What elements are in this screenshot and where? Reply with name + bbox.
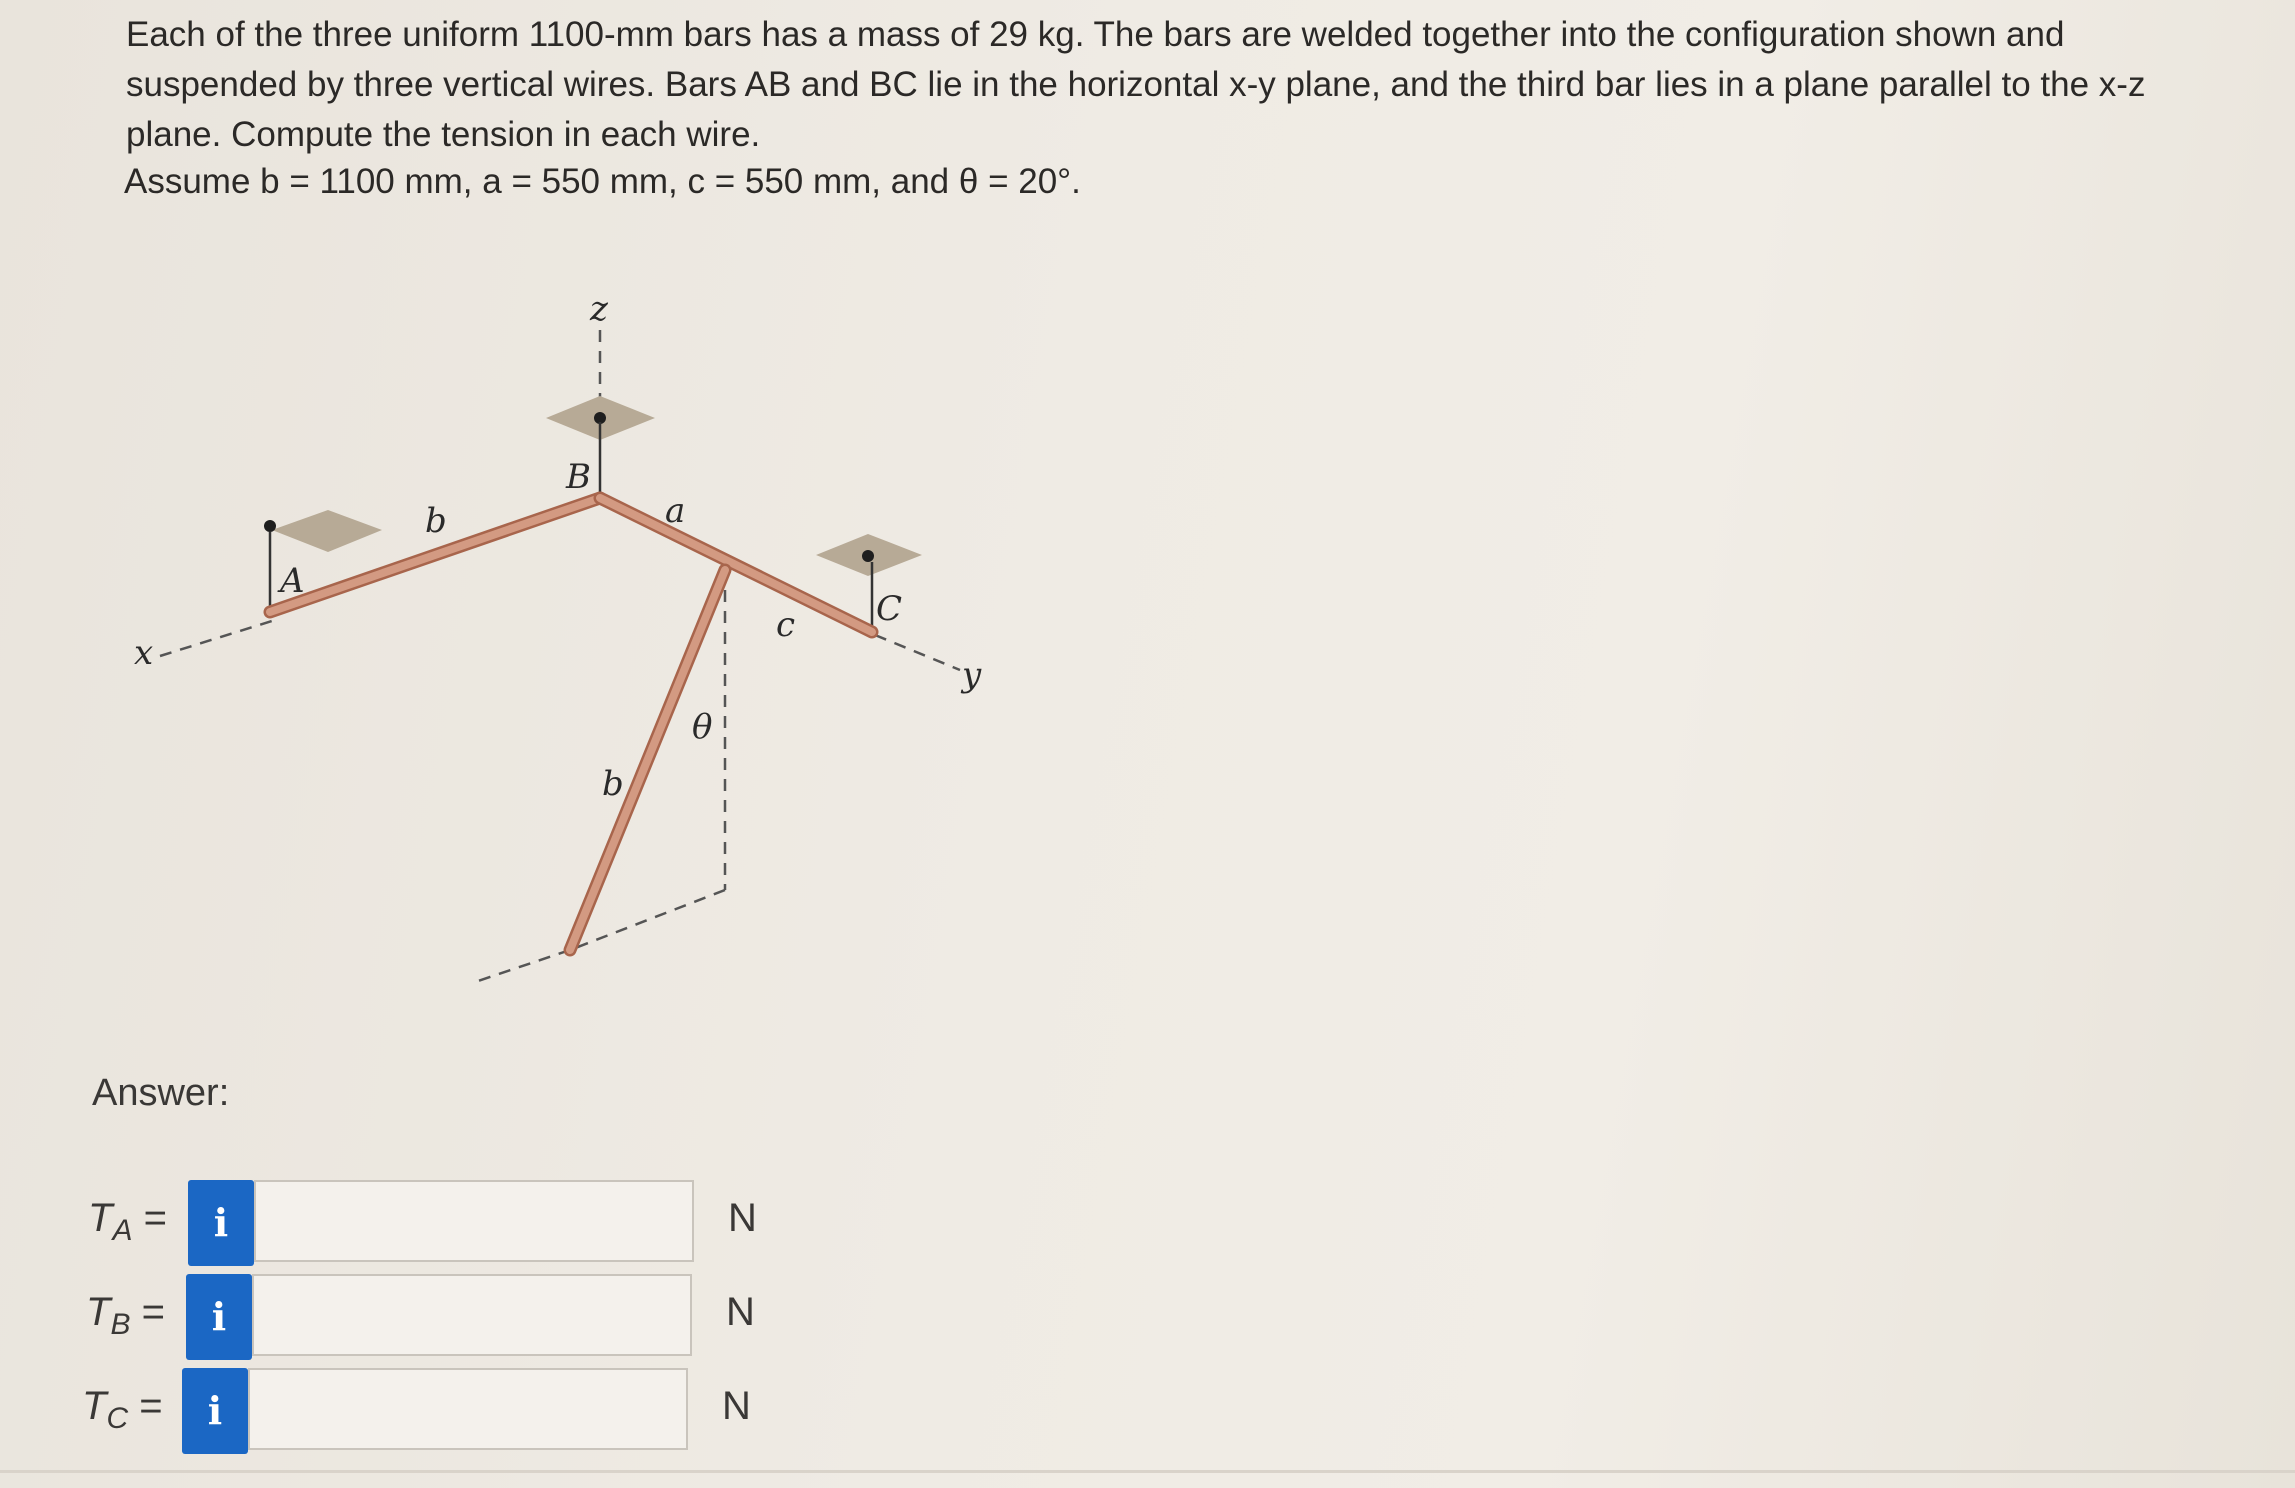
angle-label-theta: θ: [692, 707, 713, 747]
info-button-ta[interactable]: i: [188, 1180, 254, 1266]
bars: [270, 498, 872, 950]
answer-row-tb: [86, 1274, 786, 1364]
page-bottom-divider: [0, 1470, 2295, 1473]
dimension-label-b-top: b: [425, 501, 447, 541]
tension-c-input[interactable]: [248, 1368, 688, 1450]
tension-c-label: $T_C$ =: [82, 1384, 163, 1435]
dimension-label-a: a: [665, 491, 686, 531]
axis-label-y: y: [962, 655, 982, 695]
axis-label-z: z: [590, 289, 608, 329]
tension-b-unit: N: [726, 1290, 755, 1334]
axis-label-x: x: [134, 633, 154, 673]
tension-a-label: $T_A$ =: [88, 1196, 167, 1247]
problem-text: Each of the three uniform 1100-mm bars has a mass of 29 kg. The bars are welded together into the configuration shown and suspended by three vertical wires. Bars AB and BC lie in the horizontal x-y plane, and the third bar lies in a plane parallel to the x-z plane. Compute the tension in each wire.: [126, 15, 2146, 154]
tension-a-unit: N: [728, 1196, 757, 1240]
dimension-label-b-hanging: b: [602, 764, 624, 804]
tension-a-input[interactable]: [254, 1180, 694, 1262]
bar-assembly-figure: [120, 270, 1020, 1030]
tension-b-input[interactable]: [252, 1274, 692, 1356]
point-label-b: B: [566, 457, 591, 497]
answer-row-tc: [82, 1368, 782, 1458]
point-label-c: C: [876, 589, 903, 629]
dimension-label-c: c: [776, 605, 796, 645]
tension-b-label: $T_B$ =: [86, 1290, 165, 1341]
answer-row-ta: [88, 1180, 788, 1270]
tension-c-unit: N: [722, 1384, 751, 1428]
info-button-tc[interactable]: i: [182, 1368, 248, 1454]
problem-statement: [126, 10, 2216, 160]
point-label-a: A: [280, 561, 305, 601]
axis-lines: [160, 330, 960, 982]
problem-assumptions: Assume b = 1100 mm, a = 550 mm, c = 550 mm, and θ = 20°.: [124, 162, 1081, 201]
ceiling-plate-b: [546, 396, 655, 498]
answer-label: Answer:: [92, 1072, 230, 1114]
info-button-tb[interactable]: i: [186, 1274, 252, 1360]
